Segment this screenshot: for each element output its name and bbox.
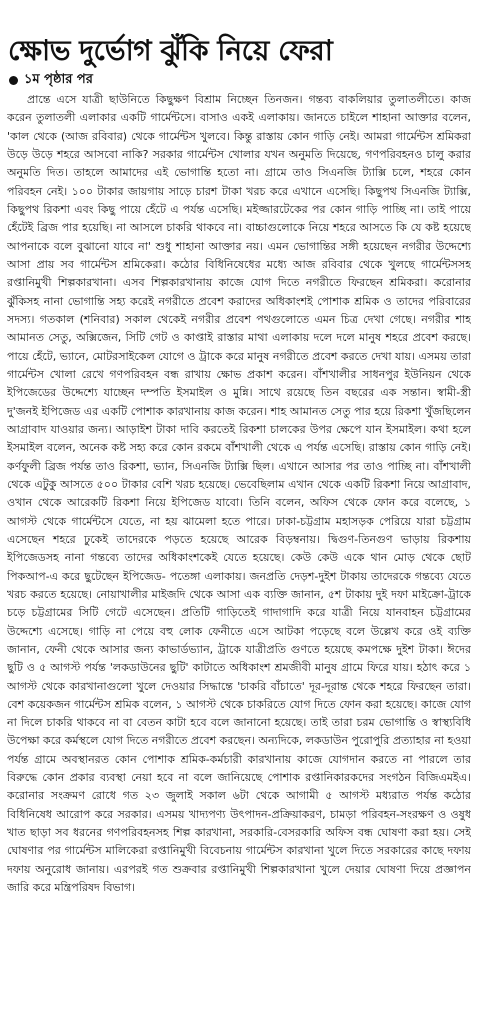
bullet-icon xyxy=(9,76,18,85)
article-paragraph: প্রান্তে এসে যাত্রী ছাউনিতে কিছুক্ষণ বিশ্রাম নিচ্ছেন তিনজন। গন্তব্য বাকলিয়ার তুলাতলীতে। কাজ করেন তুলাতলী এলাকার একটি গার্মেন্টসে। বাসাও একই এলাকায়। জানতে চাইলে শাহানা আক্তার বলেন, 'কাল থেকে (আজ রবিবার) থেকে গার্মেন্টস খুলবে। কিন্তু রাস্তায় কোন গাড়ি নেই। আমরা গার্মেন্টস শ্রমিকরা উড়ে উড়ে শহরে আসবো নাকি? সরকার গার্মেন্টস খোলার যখন অনুমতি দিয়েছে, গণপরিবহনও চালু করার অনুমতি দিত। তাহলে আমাদের এই ভোগান্তি হতো না। গ্রামে তাও সিএনজি ট্যাক্সি চলে, শহরে কোন পরিবহন নেই। ১০০ টাকার জায়গায় সাড়ে চারশ টাকা খরচ করে এখানে এসেছি। কিছুপথ সিএনজি ট্যাক্সি, কিছুপথ রিকশা এবং কিছু পায়ে হেঁটে এ পর্যন্ত এসেছি। মইজ্জারটেকের পর কোন গাড়ি পাচ্ছি না। তাই পায়ে হেঁটেই ব্রিজ পার হয়েছি। না আসলে চাকরি থাকবে না। বাচ্চাগুলোকে নিয়ে শহরে আসতে কি যে কষ্ট হয়েছে আপনাকে বলে বুঝানো যাবে না' শুধু শাহানা আক্তার নয়। এমন ভোগান্তির সঙ্গী হয়েছেন নগরীর উদ্দেশ্যে আসা প্রায় সব গার্মেন্টস শ্রমিকেরা। কঠোর বিধিনিষেধের মধ্যে আজ রবিবার থেকে খুলছে গার্মেন্টসসহ রপ্তানিমুখী শিল্পকারখানা। এসব শিল্পকারখানায় কাজে যোগ দিতে নগরীতে ফিরছেন শ্রমিকরা। করোনার ঝুঁকিসহ নানা ভোগান্তি সহ্য করেই নগরীতে প্রবেশ করাদের অধিকাংশই পোশাক শ্রমিক ও তাদের পরিবারের সদস্য। গতকাল (শনিবার) সকাল থেকেই নগরীর প্রবেশ পথগুলোতে এমন চিত্র দেখা গেছে। নগরীর শাহ আমানত সেতু, অক্সিজেন, সিটি গেট ও কাপ্তাই রাস্তার মাথা এলাকায় দলে দলে মানুষ শহরে প্রবেশ করছে। পায়ে হেঁটে, ভ্যানে, মোটরসাইকেল যোগে ও ট্রাকে করে মানুষ নগরীতে প্রবেশ করতে দেখা যায়। এসময় তারা গার্মেন্টস খোলা রেখে গণপরিবহন বন্ধ রাখায় ক্ষোভ প্রকাশ করেন। বাঁশখালীর সাধনপুর ইউনিয়ন থেকে ইপিজেডের উদ্দেশ্যে যাচ্ছেন দম্পতি ইসমাইল ও মুন্নি। সাথে রয়েছে তিন বছরের এক সন্তান। স্বামী-স্ত্রী দু'জনই ইপিজেড এর একটি পোশাক কারখানায় কাজ করেন। শাহ আমানত সেতু পার হয়ে রিকশা খুঁজছিলেন আগ্রাবাদ যাওয়ার জন্য। আড়াইশ টাকা দাবি করতেই রিকশা চালকের উপর ক্ষেপে যান ইসমাইল। কথা হলে ইসমাইল বলেন, অনেক কষ্ট সহ্য করে কোন রকমে বাঁশখালী থেকে এ পর্যন্ত এসেছি। রাস্তায় কোন গাড়ি নেই। কর্ণফুলী ব্রিজ পর্যন্ত তাও রিকশা, ভ্যান, সিএনজি ট্যাক্সি ছিল। এখানে আসার পর তাও পাচ্ছি না। বাঁশখালী থেকে এটুকু আসতে ৫০০ টাকার বেশি খরচ হয়েছে। ভেবেছিলাম এখান থেকে একটি রিকশা নিয়ে আগ্রাবাদ, ওখান থেকে আরেকটি রিকশা নিয়ে ইপিজেড যাবো। তিনি বলেন, অফিস থেকে ফোন করে বলেছে, ১ আগস্ট থেকে গার্মেন্টসে যেতে, না হয় ঝামেলা হতে পারে। ঢাকা-চট্টগ্রাম মহাসড়ক পেরিয়ে যারা চট্টগ্রাম এসেছেন শহরে ঢুকেই তাদেরকে পড়তে হয়েছে আরেক বিড়ম্বনায়। দ্বিগুণ-তিনগুণ ভাড়ায় রিকশায় ইপিজেডসহ নানা গন্তব্যে তাদের অধিকাংশকেই যেতে হয়েছে। কেউ কেউ একে থান মোড় থেকে ছোট পিকআপ-এ করে ছুটেছেন ইপিজেড- পতেঙ্গা এলাকায়। জনপ্রতি দেড়শ-দুইশ টাকায় তাদেরকে গন্তব্যে যেতে খরচ করতে হয়েছে। নোয়াখালীর মাইজদি থেকে আসা এক ব্যক্তি জানান, ৫শ টাকায় দুই দফা মাইক্রো-ট্রাকে চড়ে চট্টগ্রামের সিটি গেটে এসেছেন। প্রতিটি গাড়িতেই গাদাগাদি করে যাত্রী নিয়ে যানবাহন চট্টগ্রামের উদ্দেশ্যে এসেছে। গাড়ি না পেয়ে বহু লোক ফেনীতে এসে আটকা পড়েছে বলে উল্লেখ করে ওই ব্যক্তি জানান, ফেনী থেকে আসার জন্য কাভার্ডভ্যান, ট্রাকে যাত্রীপ্রতি গুণতে হয়েছে কমপক্ষে দুইশ টাকা। ঈদের ছুটি ও ৫ আগস্ট পর্যন্ত 'লকডাউনের ছুটি' কাটাতে অধিকাংশ শ্রমজীবী মানুষ গ্রামে ফিরে যায়। হঠাৎ করে ১ আগস্ট থেকে কারখানাগুলো খুলে দেওয়ার সিদ্ধান্তে 'চাকরি বাঁচাতে' দূর-দূরান্ত থেকে শহরে ফিরছেন তারা। বেশ কয়েকজন গার্মেন্টস শ্রমিক বলেন, ১ আগস্ট থেকে চাকরিতে যোগ দিতে ফোন করা হয়েছে। কাজে যোগ না দিলে চাকরি থাকবে না বা বেতন কাটা হবে বলে জানানো হয়েছে। তাই তারা চরম ভোগান্তি ও স্বাস্থ্যবিধি উপেক্ষা করে কর্মস্থলে যোগ দিতে নগরীতে প্রবেশ করছেন। অন্যদিকে, লকডাউন পুরোপুরি প্রত্যাহার না হওয়া পর্যন্ত গ্রামে অবস্থানরত কোন পোশাক শ্রমিক-কর্মচারী কারখানায় কাজে যোগদান করতে না পারলে তার বিরুদ্ধে কোন প্রকার ব্যবস্থা নেয়া হবে না বলে জানিয়েছে পোশাক রপ্তানিকারকদের সংগঠন বিজিএমইএ। করোনার সংক্রমণ রোধে গত ২৩ জুলাই সকাল ৬টা থেকে আগামী ৫ আগস্ট মধ্যরাত পর্যন্ত কঠোর বিধিনিষেধ আরোপ করে সরকার। এসময় খাদ্যপণ্য উৎপাদন-প্রক্রিয়াকরণ, চামড়া পরিবহন-সংরক্ষণ ও ওষুধ খাত ছাড়া সব ধরনের গণপরিবহনসহ শিল্প কারখানা, সরকারি-বেসরকারি অফিস বন্ধ ঘোষণা করা হয়। সেই ঘোষণার পর গার্মেন্টস মালিকেরা রপ্তানিমুখী বিবেচনায় গার্মেন্টস কারখানা খুলে দিতে সরকারের কাছে দফায় দফায় অনুরোধ জানায়। এরপরই গত শুক্রবার রপ্তানিমুখী শিল্পকারখানা খুলে দেয়ার ঘোষণা দিয়ে প্রজ্ঞাপন জারি করে মন্ত্রিপরিষদ বিভাগ। xyxy=(7,93,471,895)
headline: ক্ষোভ দুর্ভোগ ঝুঁকি নিয়ে ফেরা xyxy=(8,34,333,67)
continued-from-label xyxy=(9,72,93,88)
article-body xyxy=(7,91,471,1029)
continued-from-text: ১ম পৃষ্ঠার পর xyxy=(24,72,93,87)
